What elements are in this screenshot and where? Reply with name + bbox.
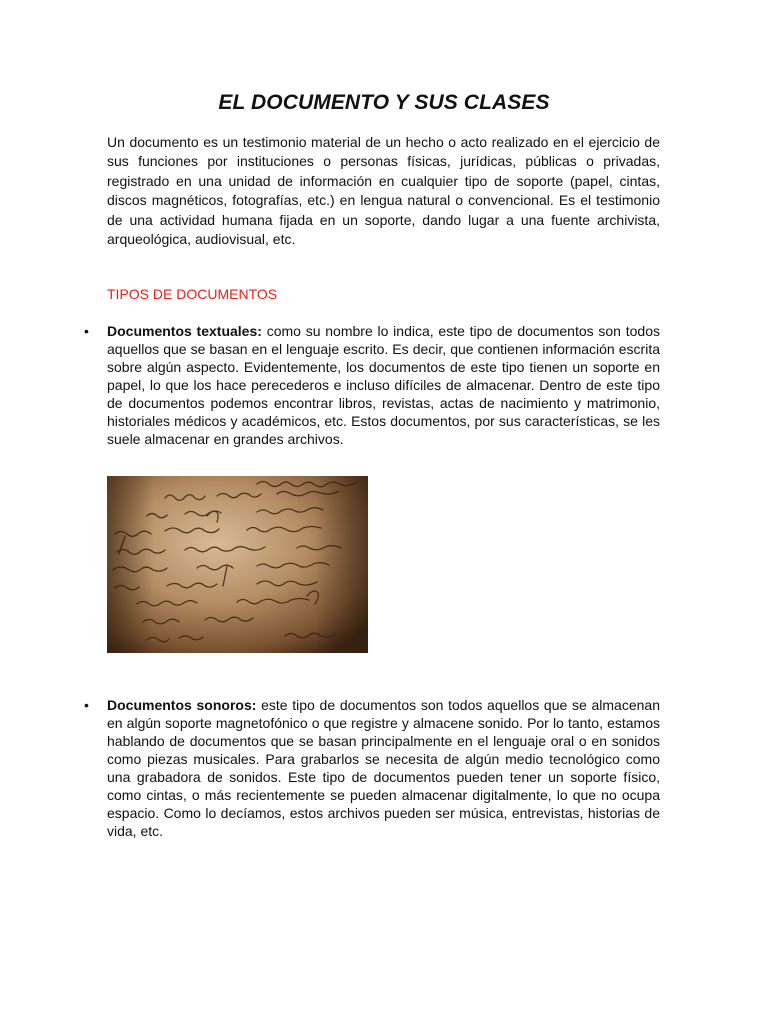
list-item-term: Documentos sonoros: — [107, 697, 257, 713]
list-item-description: como su nombre lo indica, este tipo de documentos son todos aquellos que se basan en el lenguaje escrito. Es decir, que contienen información escrita sobre algún aspecto. Evidentemente, los documentos de este tipo tienen un soporte en papel, lo que los hace perecederos e incluso difíciles de almacenar. Dentro de este tipo de documentos podemos encontrar libros, revistas, actas de nacimiento y matrimonio, historiales médicos y académicos, etc. Estos documentos, por sus características, se les suele almacenar en grandes archivos. — [107, 323, 660, 447]
list-item-text — [107, 322, 660, 448]
manuscript-photo-icon — [107, 476, 368, 653]
list-item-text — [107, 696, 660, 840]
list-item-description: este tipo de documentos son todos aquellos que se almacenan en algún soporte magnetofónico o que registre y almacene sonido. Por lo tanto, estamos hablando de documentos que se basan principalmente en el lenguaje oral o en sonidos como piezas musicales. Para grabarlos se necesita de algún medio tecnológico como una grabadora de sonidos. Este tipo de documentos pueden tener un soporte físico, como cintas, o más recientemente se pueden almacenar digitalmente, lo que no ocupa espacio. Como lo decíamos, estos archivos pueden ser música, entrevistas, historias de vida, etc. — [107, 697, 660, 839]
manuscript-photo — [107, 476, 368, 653]
bullet-icon: • — [84, 697, 89, 713]
section-heading: TIPOS DE DOCUMENTOS — [107, 286, 278, 302]
list-item-term: Documentos textuales: — [107, 323, 262, 339]
page-title: EL DOCUMENTO Y SUS CLASES — [218, 91, 550, 114]
intro-paragraph: Un documento es un testimonio material de un hecho o acto realizado en el ejercicio de sus funciones por instituciones o personas físicas, jurídicas, públicas o privadas, registrado en una unidad de información en cualquier tipo de soporte (papel, cintas, discos magnéticos, fotografías, etc.) en lengua natural o convencional. Es el testimonio de una actividad humana fijada en un soporte, dando lugar a una fuente archivista, arqueológica, audiovisual, etc. — [107, 134, 660, 248]
bullet-icon: • — [84, 323, 89, 339]
